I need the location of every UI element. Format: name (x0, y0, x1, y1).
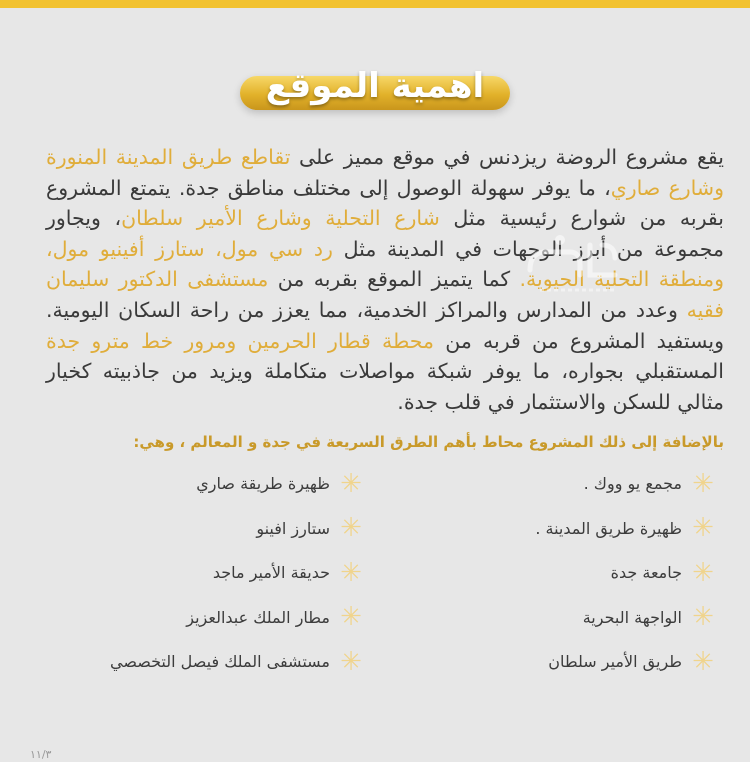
star-bullet-icon: ✳ (692, 468, 714, 499)
text-segment: يتمتع المشروع بقربه من شوارع رئيسية مثل (46, 175, 725, 231)
list-item (40, 639, 364, 684)
list-item (382, 506, 716, 551)
page-number: ١١/٣ (30, 748, 52, 761)
list-item-label: جامعة جدة (610, 563, 682, 583)
list-item (382, 461, 716, 506)
star-bullet-icon: ✳ (692, 646, 714, 677)
list-item-label: حديقة الأمير ماجد (212, 563, 330, 583)
star-bullet-icon: ✳ (692, 557, 714, 588)
highlight-segment: شارع التحلية وشارع الأمير سلطان (121, 206, 440, 231)
list-item (40, 550, 364, 595)
star-bullet-icon: ✳ (692, 513, 714, 544)
list-item-label: ظهيرة طريقة صاري (196, 474, 330, 494)
landmarks-intro: بالإضافة إلى ذلك المشروع محاط بأهم الطرق السريعة في جدة و المعالم ، وهي: (133, 433, 724, 452)
list-item-label: مجمع يو ووك . (583, 474, 682, 494)
star-bullet-icon: ✳ (340, 602, 362, 633)
content-area (40, 142, 724, 684)
text-segment: ، ويجاور مجموعة من أبرز الوجهات في المدينة مثل (46, 206, 725, 261)
paragraph-4 (46, 329, 724, 414)
list-item-label: مطار الملك عبدالعزيز (186, 607, 330, 627)
list-item-label: مستشفى الملك فيصل التخصصي (109, 652, 330, 672)
list-item-label: ستارز افينو (256, 518, 330, 538)
star-bullet-icon: ✳ (340, 646, 362, 677)
text-segment: يقع مشروع الروضة ريزدنس في موقع مميز على (290, 145, 724, 169)
list-item-label: الواجهة البحرية (582, 607, 682, 627)
star-bullet-icon: ✳ (340, 513, 362, 544)
landmarks-list-left (40, 461, 382, 684)
landmarks-list-right (382, 461, 724, 684)
list-item (382, 550, 716, 595)
page-title: اهمية الموقع (265, 66, 485, 106)
star-bullet-icon: ✳ (692, 602, 714, 633)
landmarks-lists (40, 461, 724, 684)
star-bullet-icon: ✳ (340, 468, 362, 499)
star-bullet-icon: ✳ (340, 557, 362, 588)
list-item (40, 461, 364, 506)
list-item-label: طريق الأمير سلطان (548, 652, 682, 672)
highlight-segment: تقاطع طريق المدينة المنورة وشارع صاري (46, 145, 724, 200)
text-segment: وعدد من المدارس والمراكز الخدمية، مما يعزز من راحة السكان اليومية. (46, 297, 687, 322)
location-description (46, 142, 724, 417)
text-segment: كما يتميز الموقع بقربه من (268, 267, 511, 292)
list-item (40, 506, 364, 551)
text-segment: المستقبلي بجواره، ما يوفر شبكة مواصلات متكاملة ويزيد من جاذبيته كخيار مثالي للسكن والاستثمار في قلب جدة. (46, 359, 724, 414)
list-item (382, 595, 716, 640)
list-item (382, 639, 716, 684)
list-item (40, 595, 364, 640)
text-segment: ويستفيد المشروع من قربه من (434, 328, 724, 353)
highlight-segment: محطة قطار الحرمين ومرور خط مترو جدة (46, 328, 435, 353)
list-item-label: ظهيرة طريق المدينة . (535, 518, 682, 538)
top-accent-bar (0, 0, 750, 8)
text-segment: ، ما يوفر سهولة الوصول إلى مختلف مناطق جدة. (178, 175, 611, 200)
highlight-segment: مستشفى الدكتور سليمان فقيه (46, 267, 724, 322)
highlight-segment: رد سي مول، ستارز أفينيو مول، ومنطقة التحلية الحيوية. (46, 236, 724, 292)
